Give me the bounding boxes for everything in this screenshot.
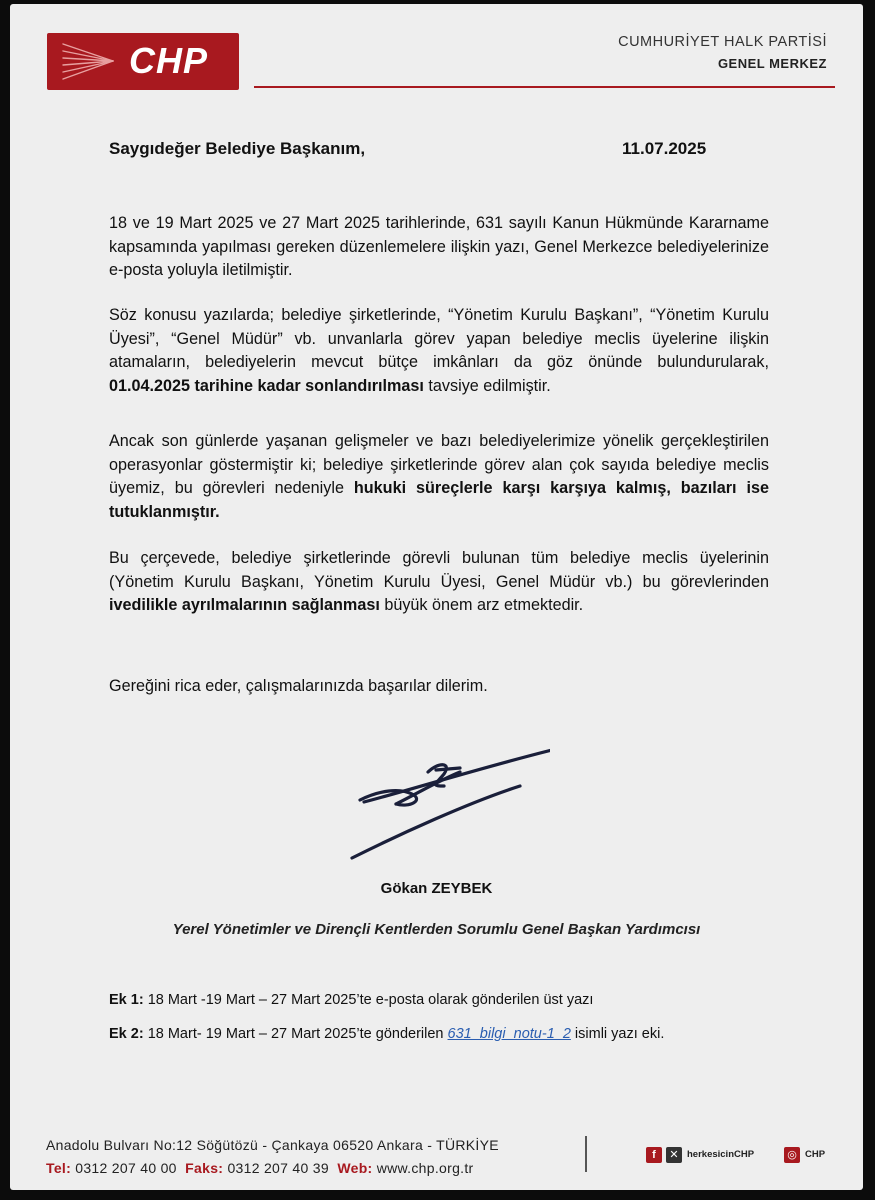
attachment-2-link[interactable]: 631_bilgi_notu-1_2 (447, 1026, 571, 1042)
tel-label: Tel: (46, 1160, 72, 1176)
instagram-handle: CHP (805, 1149, 826, 1160)
tel-number: 0312 207 40 00 (71, 1160, 177, 1176)
paragraph-2-end: tavsiye edilmiştir. (423, 376, 551, 395)
handwritten-signature (340, 742, 550, 862)
paragraph-3 (109, 430, 769, 524)
paragraph-2-text: Söz konusu yazılarda; belediye şirketlerinde, “Yönetim Kurulu Başkanı”, “Yönetim Kurulu Üyesi”, “Genel Müdür” vb. unvanlarla görev yapan belediye meclis üyelerine ilişkin atamaların, belediyelerin mevcut bütçe imkânları da göz önünde bulundurularak, (109, 306, 769, 371)
paragraph-2 (109, 304, 769, 398)
six-arrows-icon (59, 41, 115, 81)
attachment-2 (109, 1026, 664, 1042)
attachment-2-suffix: isimli yazı eki. (570, 1026, 665, 1042)
attachment-1-text: 18 Mart -19 Mart – 27 Mart 2025’te e-posta olarak gönderilen üst yazı (143, 992, 594, 1008)
paragraph-2-deadline: 01.04.2025 tarihine kadar sonlandırılması (109, 376, 424, 395)
fax-number: 0312 207 40 39 (223, 1160, 329, 1176)
signer-title: Yerel Yönetimler ve Dirençli Kentlerden Sorumlu Genel Başkan Yardımcısı (172, 921, 701, 938)
fax-label: Faks: (185, 1160, 224, 1176)
signer-name: Gökan ZEYBEK (380, 880, 493, 897)
attachment-1-label: Ek 1: (109, 992, 144, 1008)
x-icon[interactable]: ✕ (666, 1147, 682, 1163)
paragraph-3-emphasis: hukuki süreçlerle karşı karşıya kalmış, bazıları ise tutuklanmıştır. (109, 479, 769, 521)
paragraph-1: 18 ve 19 Mart 2025 ve 27 Mart 2025 tarihlerinde, 631 sayılı Kanun Hükmünde Kararname kapsamında yapılması gereken düzenlemelere ilişkin yazı, Genel Merkezce belediyelerinize e-posta yoluyla iletilmiştir. (109, 214, 769, 279)
facebook-icon[interactable]: f (646, 1147, 662, 1163)
organization-name: CUMHURİYET HALK PARTİSİ (618, 34, 827, 50)
organization-unit: GENEL MERKEZ (717, 56, 827, 71)
instagram-icon[interactable]: ◎ (784, 1147, 800, 1163)
salutation: Saygıdeğer Belediye Başkanım, (109, 139, 366, 158)
paragraph-4-end: büyük önem arz etmektedir. (379, 596, 584, 614)
social-handle: herkesicinCHP (687, 1149, 755, 1160)
footer-divider (585, 1136, 587, 1172)
attachment-2-label: Ek 2: (109, 1026, 144, 1042)
attachment-1 (109, 992, 593, 1008)
letter-page (10, 4, 863, 1190)
paragraph-4 (109, 547, 769, 618)
logo-text: CHP (129, 40, 209, 81)
closing-line: Gereğini rica eder, çalışmalarınızda başarılar dilerim. (109, 677, 488, 695)
footer-contacts (46, 1160, 474, 1176)
header-divider (254, 86, 835, 88)
chp-logo (47, 33, 239, 90)
paragraph-3-text: Ancak son günlerde yaşanan gelişmeler ve bazı belediyelerimize yönelik gerçekleştirilen operasyonlar göstermiştir ki; belediye şirketlerinde görev alan çok sayıda belediye meclis üyemiz, bu görevleri nedeniyle (109, 432, 769, 497)
footer-address: Anadolu Bulvarı No:12 Söğütözü - Çankaya 06520 Ankara - TÜRKİYE (46, 1137, 499, 1153)
paragraph-4-text: Bu çerçevede, belediye şirketlerinde görevli bulunan tüm belediye meclis üyelerinin (Yönetim Kurulu Başkanı, Yönetim Kurulu Üyesi, Genel Müdür vb.) bu görevlerinden (109, 549, 769, 591)
letter-date: 11.07.2025 (622, 139, 707, 158)
web-label: Web: (337, 1160, 373, 1176)
paragraph-4-emphasis: ivedilikle ayrılmalarının sağlanması (109, 596, 380, 614)
web-address[interactable]: www.chp.org.tr (372, 1160, 474, 1176)
attachment-2-text: 18 Mart- 19 Mart – 27 Mart 2025’te gönderilen (143, 1026, 448, 1042)
